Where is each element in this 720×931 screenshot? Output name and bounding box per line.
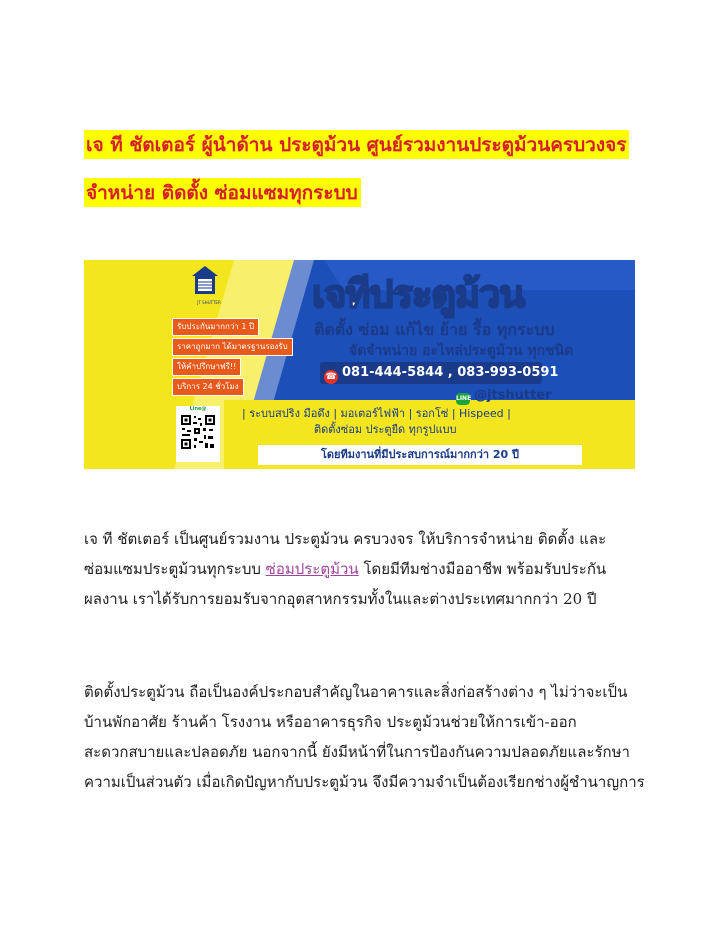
company-logo [174, 264, 236, 318]
phone-icon: ☎ [325, 372, 337, 382]
paragraph-intro [84, 524, 644, 614]
logo-text: JT SHUTTER [197, 300, 221, 305]
paragraph-line: ผลงาน เราได้รับการยอมรับจากอุตสาหกรรมทั้งในและต่างประเทศมากกว่า 20 ปี [84, 590, 597, 608]
line-qr-code[interactable] [176, 406, 220, 462]
promo-consult: ให้คำปรึกษาฟรี!! [172, 358, 241, 376]
paragraph-line: ความเป็นส่วนตัว เมื่อเกิดปัญหากับประตูม้วน จึงมีความจำเป็นต้องเรียกช่างผู้ชำนาญการ [84, 773, 645, 791]
headline-line-2: จำหน่าย ติดตั้ง ซ่อมแซมทุกระบบ [84, 178, 361, 207]
paragraph-line [84, 554, 644, 584]
headline-line-1: เจ ที ชัตเตอร์ ผู้นำด้าน ประตูม้วน ศูนย์รวมงานประตูม้วนครบวงจร [84, 130, 629, 159]
banner-parts: จัดจำหน่าย อะไหล่ประตูม้วน ทุกชนิด [349, 343, 574, 359]
text-segment: ซ่อมแซมประตูม้วนทุกระบบ [84, 560, 266, 578]
banner-systems: | ระบบสปริง มือดึง | มอเตอร์ไฟฟ้า | รอกโซ่ | Hispeed | [242, 407, 511, 420]
paragraph-line: สะดวกสบายและปลอดภัย นอกจากนี้ ยังมีหน้าที่ในการป้องกันความปลอดภัยและรักษา [84, 743, 630, 761]
qr-label: Line@ [189, 406, 207, 412]
line-id-text: @jtshutter [474, 388, 552, 403]
paragraph-line: ติดตั้งประตูม้วน ถือเป็นองค์ประกอบสำคัญในอาคารและสิ่งก่อสร้างต่าง ๆ ไม่ว่าจะเป็น [84, 683, 628, 701]
banner-footer: โดยทีมงานที่มีประสบการณ์มากกว่า 20 ปี [258, 445, 582, 465]
banner-services: ติดตั้ง ซ่อม แก้ไข ย้าย รื้อ ทุกระบบ [314, 320, 555, 339]
paragraph-line: เจ ที ชัตเตอร์ เป็นศูนย์รวมงาน ประตูม้วน ครบวงจร ให้บริการจำหน่าย ติดตั้ง และ [84, 530, 607, 548]
qr-code-icon [180, 414, 216, 450]
banner-systems-2: ติดตั้งซ่อม ประตูยืด ทุกรูปแบบ [314, 423, 457, 436]
promo-24h: บริการ 24 ชั่วโมง [172, 378, 244, 396]
house-shutter-icon [190, 264, 220, 298]
banner-title: เจทีประตูม้วน [312, 272, 525, 316]
promo-price: ราคาถูกมาก ได้มาตรฐานรองรับ [172, 338, 293, 356]
repair-shutter-link[interactable]: ซ่อมประตูม้วน [265, 560, 359, 578]
banner-phone-numbers[interactable] [320, 362, 559, 384]
line-app-icon: LINE [456, 393, 470, 405]
paragraph-installation [84, 677, 644, 797]
promo-banner [84, 260, 635, 469]
paragraph-line: บ้านพักอาศัย ร้านค้า โรงงาน หรืออาคารธุรกิจ ประตูม้วนช่วยให้การเข้า-ออก [84, 713, 577, 731]
phone-numbers-text: 081-444-5844 , 083-993-0591 [342, 365, 559, 380]
text-segment: โดยมีทีมช่างมืออาชีพ พร้อมรับประกัน [358, 560, 607, 578]
banner-line-id[interactable] [456, 387, 552, 405]
promo-warranty: รับประกันมากกว่า 1 ปี [172, 318, 259, 336]
